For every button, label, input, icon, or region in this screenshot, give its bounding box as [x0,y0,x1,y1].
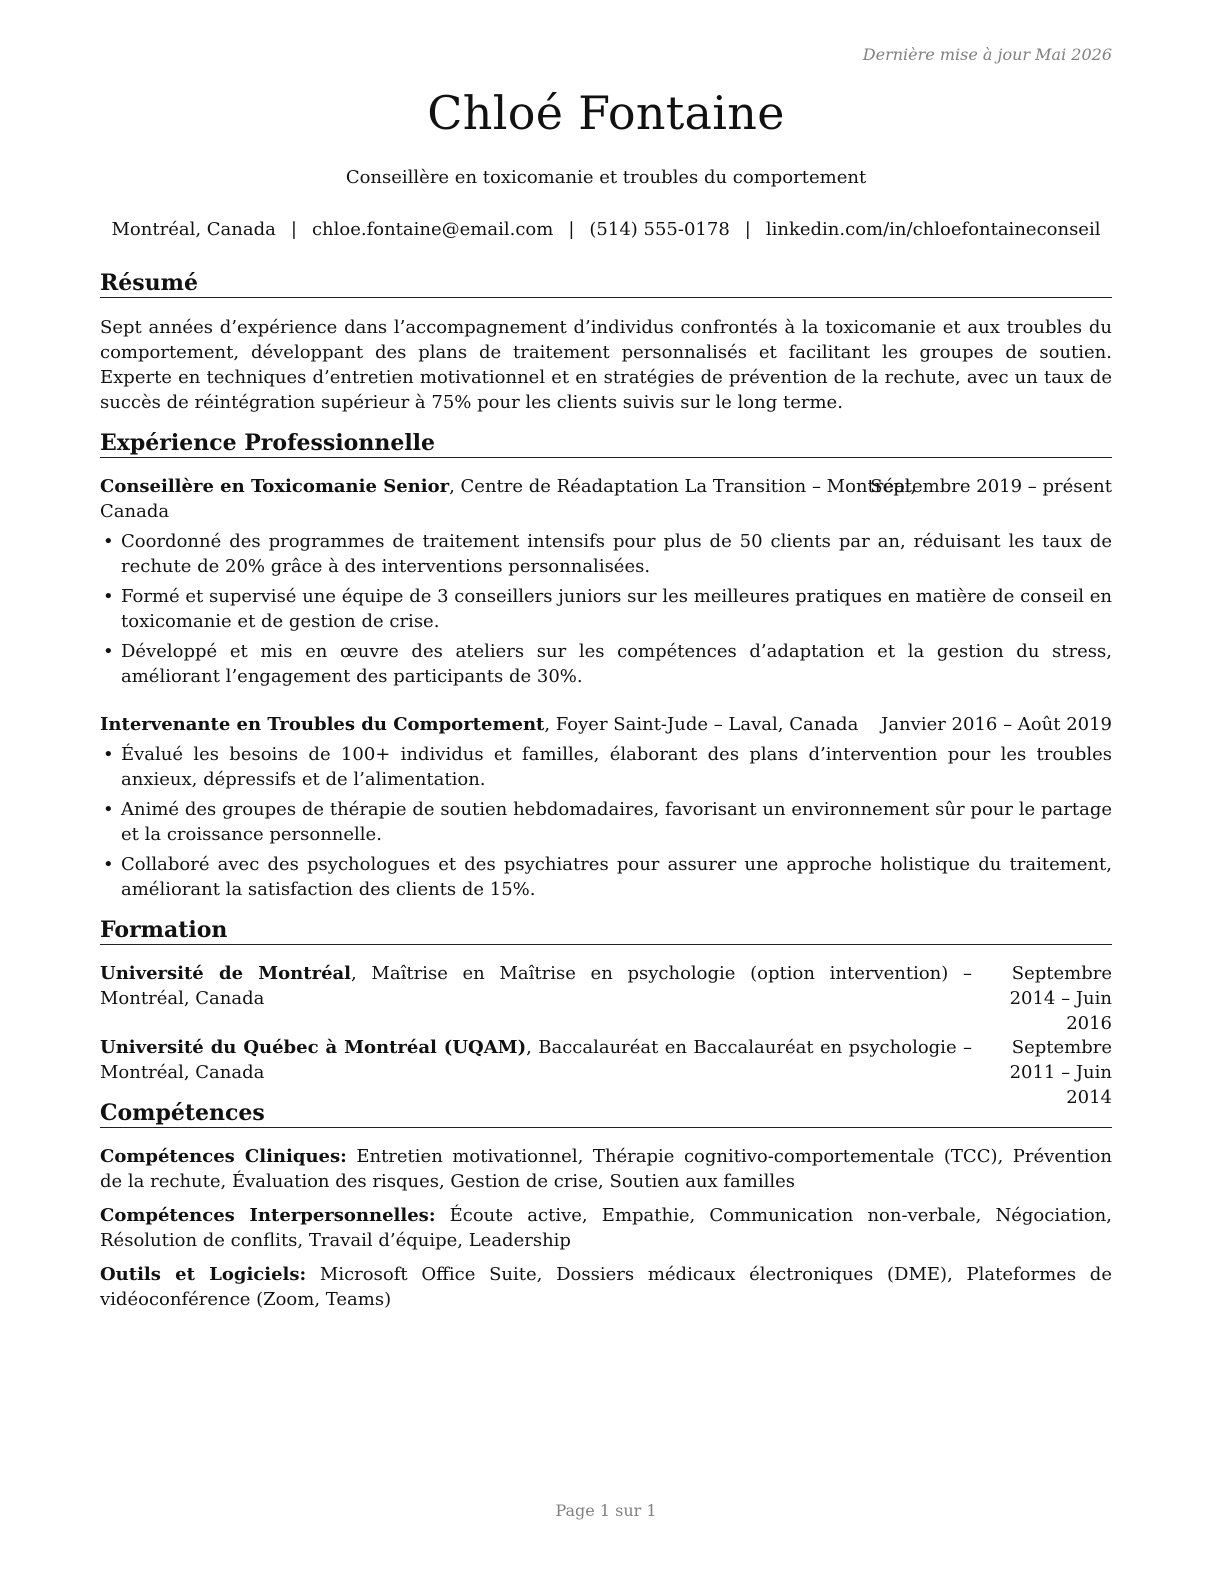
section-heading-experience: Expérience Professionnelle [100,430,1112,458]
contact-phone: (514) 555-0178 [589,219,730,240]
page-number: Page 1 sur 1 [555,1501,657,1520]
school-name: Université du Québec à Montréal (UQAM) [100,1037,527,1058]
skill-text: Entretien motivationnel, Thérapie cognitivo-comportementale (TCC), Prévention de la rechute, Évaluation des risques, Gestion de crise, Soutien aux familles [100,1146,1112,1192]
list-item: • Évalué les besoins de 100+ individus et familles, élaborant des plans d’intervention pour les troubles anxieux, dépressifs et de l’alimentation. [103,744,1112,790]
section-heading-summary: Résumé [100,270,1112,298]
bullet-icon: • [103,799,114,820]
section-heading-education: Formation [100,917,1112,945]
job-dates: Janvier 2016 – Août 2019 [881,714,1112,735]
job-org: , Centre de Réadaptation La Transition – Montréal, [449,476,917,497]
summary-text: Sept années d’expérience dans l’accompagnement d’individus confrontés à la toxicomanie et aux troubles du comportement, développant des plans de traitement personnalisés et facilitant les groupes de soutien. Experte en techniques d’entretien motivationnel et en stratégies de prévention de la rechute, avec un taux de succès de réintégration supérieur à 75% pour les clients suivis sur le long terme. [100,317,1112,413]
job-header [100,474,1112,499]
job-role: Intervenante en Troubles du Comportement [100,714,545,735]
skill-text: Microsoft Office Suite, Dossiers médicaux électroniques (DME), Plateformes de vidéoconférence (Zoom, Teams) [100,1264,1112,1310]
bullet-icon: • [103,641,114,662]
contact-separator: | [290,219,297,240]
job-dates: Septembre 2019 – présent [870,476,1112,497]
list-item: • Animé des groupes de thérapie de soutien hebdomadaires, favorisant un environnement sûr pour le partage et la croissance personnelle. [103,799,1112,845]
contact-linkedin[interactable]: linkedin.com/in/chloefontaineconseil [765,219,1101,240]
school-name: Université de Montréal [100,963,352,984]
list-item: • Coordonné des programmes de traitement intensifs pour plus de 50 clients par an, réduisant les taux de rechute de 20% grâce à des interventions personnalisées. [103,531,1112,577]
candidate-name: Chloé Fontaine [427,86,785,140]
list-item: • Collaboré avec des psychologues et des psychiatres pour assurer une approche holistique du traitement, améliorant la satisfaction des clients de 15%. [103,854,1112,900]
job-org: , Foyer Saint-Jude – Laval, Canada [544,714,859,735]
contact-line [100,219,1112,240]
bullet-icon: • [103,854,114,875]
skill-group [100,1262,1112,1312]
bullet-icon: • [103,531,114,552]
job-role: Conseillère en Toxicomanie Senior [100,476,450,497]
skill-label: Outils et Logiciels: [100,1264,307,1285]
skill-label: Compétences Cliniques: [100,1146,347,1167]
degree: , Maîtrise en Maîtrise en psychologie (option intervention) – Montréal, Canada [100,963,972,1009]
skill-group [100,1203,1112,1253]
list-item: • Développé et mis en œuvre des ateliers sur les compétences d’adaptation et la gestion du stress, améliorant l’engagement des participants de 30%. [103,641,1112,687]
skill-text: Écoute active, Empathie, Communication non-verbale, Négociation, Résolution de conflits, Travail d’équipe, Leadership [100,1205,1112,1251]
bullet-icon: • [103,744,114,765]
job-bullets [100,742,1112,907]
contact-location: Montréal, Canada [111,219,276,240]
contact-separator: | [744,219,751,240]
job-bullets [100,529,1112,694]
list-item: • Formé et supervisé une équipe de 3 conseillers juniors sur les meilleures pratiques en matière de conseil en toxicomanie et de gestion de crise. [103,586,1112,632]
job-org-continued: Canada [100,501,170,522]
last-updated: Dernière mise à jour Mai 2026 [862,45,1112,64]
education-dates: Septembre 2011 – Juin 2014 [1009,1037,1112,1108]
bullet-icon: • [103,586,114,607]
contact-email[interactable]: chloe.fontaine@email.com [311,219,554,240]
resume-page [100,0,1112,1584]
contact-separator: | [568,219,575,240]
job-header [100,712,1112,737]
candidate-title: Conseillère en toxicomanie et troubles du comportement [345,167,867,188]
section-heading-skills: Compétences [100,1100,1112,1128]
skill-group [100,1144,1112,1194]
degree: , Baccalauréat en Baccalauréat en psychologie – Montréal, Canada [100,1037,972,1083]
education-dates: Septembre 2014 – Juin 2016 [1009,963,1112,1034]
skill-label: Compétences Interpersonnelles: [100,1205,436,1226]
